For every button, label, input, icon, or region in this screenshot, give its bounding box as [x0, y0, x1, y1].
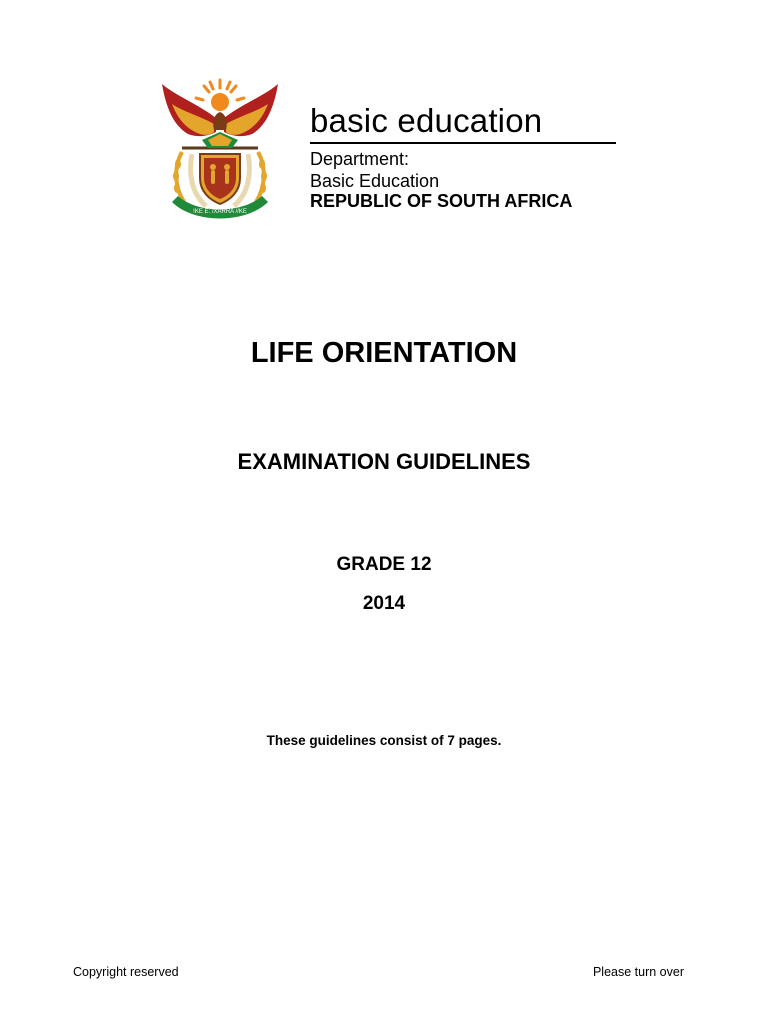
country-name: REPUBLIC OF SOUTH AFRICA [310, 191, 573, 211]
grade-label: GRADE 12 [336, 554, 432, 575]
footer-turn-over: Please turn over [592, 965, 684, 979]
department-label: Department: [310, 149, 410, 169]
document-type: EXAMINATION GUIDELINES [237, 449, 531, 474]
footer-copyright: Copyright reserved [73, 965, 179, 979]
department-name: Basic Education [310, 171, 440, 191]
brand-wordmark: basic education [310, 102, 543, 139]
page-title: LIFE ORIENTATION [250, 337, 518, 369]
year-label: 2014 [362, 593, 406, 614]
sun-icon [196, 80, 244, 111]
letterhead [146, 66, 626, 232]
brand-divider [310, 142, 616, 144]
coat-of-arms-icon [158, 74, 282, 224]
motto-text: !KE E: /XARRA //KE [193, 209, 247, 215]
page-count-note: These guidelines consist of 7 pages. [266, 733, 502, 748]
